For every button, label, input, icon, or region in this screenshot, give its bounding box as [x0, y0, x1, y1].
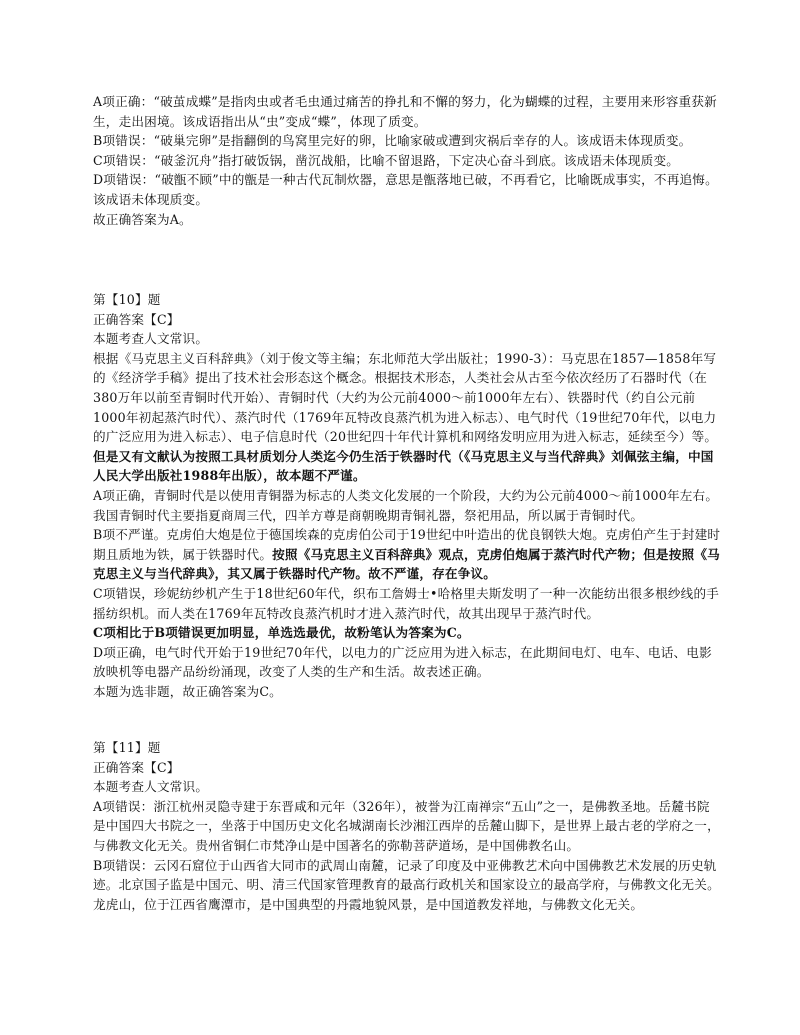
- conclusion: 本题为选非题，故正确答案为C。: [93, 683, 282, 699]
- option-c-explanation: C项错误：“破釜沉舟”指打破饭锅，凿沉战船，比喻不留退路，下定决心奋斗到底。该成语未体现质变。: [93, 152, 680, 168]
- question-heading: 第【10】题: [93, 292, 161, 307]
- option-b-bold: 按照《马克思主义百科辞典》观点，克虏伯炮属于蒸汽时代产物；但是按照《马克思主义与当代辞典》，其又属于铁器时代产物。故不严谨，存在争议。: [93, 546, 720, 582]
- conclusion: 故正确答案为A。: [93, 211, 192, 227]
- option-c-bold: C项相比于B项错误更加明显，单选选最优，故粉笔认为答案为C。: [93, 625, 470, 641]
- option-b-explanation: [93, 525, 721, 584]
- option-a-explanation: A项错误：浙江杭州灵隐寺建于东晋咸和元年（326年），被誉为江南禅宗“五山”之一，是佛教圣地。岳麓书院是中国四大书院之一，坐落于中国历史文化名城湖南长沙湘江西岸的岳麓山脚下，是世界上最古老的学府之一，与佛教文化无关。贵州省铜仁市梵净山是中国著名的弥勒菩萨道场，是中国佛教名山。: [93, 798, 720, 853]
- option-d-explanation: D项错误：“破甑不顾”中的甑是一种古代瓦制炊器，意思是甑落地已破，不再看它，比喻既成事实，不再追悔。该成语未体现质变。: [93, 172, 718, 207]
- correct-answer: 正确答案【C】: [93, 311, 180, 327]
- topic-line: 本题考查人文常识。: [93, 331, 209, 347]
- question-11-section: [93, 738, 721, 914]
- option-d-explanation: D项正确，电气时代开始于19世纪70年代，以电力的广泛应用为进入标志，在此期间电灯、电车、电话、电影放映机等电器产品纷纷涌现，改变了人类的生产和生活。故表述正确。: [93, 644, 712, 680]
- option-b-explanation: B项错误：云冈石窟位于山西省大同市的武周山南麓，记录了印度及中亚佛教艺术向中国佛教艺术发展的历史轨迹。北京国子监是中国元、明、清三代国家管理教育的最高行政机关和国家设立的最高学府，与佛教文化无关。龙虎山，位于江西省鹰潭市，是中国典型的丹霞地貌风景，是中国道教发祥地，与佛教文化无关。: [93, 857, 720, 912]
- option-c-explanation: [93, 584, 721, 643]
- previous-question-explanation: [93, 92, 721, 229]
- topic-line: 本题考查人文常识。: [93, 779, 209, 795]
- option-c-text: C项错误，珍妮纺纱机产生于18世纪60年代，织布工詹姆士•哈格里夫斯发明了一种一次能纺出很多根纱线的手摇纺织机。而人类在1769年瓦特改良蒸汽机时才进入蒸汽时代，故其出现早于蒸汽时代。: [93, 585, 720, 621]
- option-b-explanation: B项错误：“破巢完卵”是指翻倒的鸟窝里完好的卵，比喻家破或遭到灾祸后幸存的人。该成语未体现质变。: [93, 133, 692, 149]
- option-b-text: B项不严谨。克虏伯大炮是位于德国埃森的克虏伯公司于19世纪中叶造出的优良钢铁大炮。克虏伯产生于封建时期且质地为铁，属于铁器时代。: [93, 527, 721, 562]
- reference-text: 根据《马克思主义百科辞典》（刘于俊文等主编；东北师范大学出版社；1990-3）：马克思在1857—1858年写的《经济学手稿》提出了技术社会形态这个概念。根据技术形态，人类社会从古至今依次经历了石器时代（在380万年以前至青铜时代开始）、青铜时代（大约为公元前4000～前1000年左右）、铁器时代（约自公元前1000年初起蒸汽时代）、蒸汽时代（1769年瓦特改良蒸汽机为进入标志）、电气时代（19世纪70年代，以电力的广泛应用为进入标志）、电子信息时代（20世纪四十年代计算机和网络发明应用为进入标志，延续至今）等。: [93, 350, 718, 445]
- option-a-explanation: A项正确：“破茧成蝶”是指肉虫或者毛虫通过痛苦的挣扎和不懈的努力，化为蝴蝶的过程，主要用来形容重获新生，走出困境。该成语指出从“虫”变成“蝶”，体现了质变。: [93, 94, 717, 129]
- reference-paragraph: [93, 349, 721, 486]
- question-heading: 第【11】题: [93, 740, 161, 755]
- question-10-section: [93, 290, 721, 701]
- correct-answer: 正确答案【C】: [93, 759, 180, 775]
- option-a-explanation: A项正确，青铜时代是以使用青铜器为标志的人类文化发展的一个阶段，大约为公元前4000～前1000年左右。我国青铜时代主要指夏商周三代，四羊方尊是商朝晚期青铜礼器，祭祀用品，所以属于青铜时代。: [93, 487, 719, 523]
- reference-note-bold: 但是又有文献认为按照工具材质划分人类迄今仍生活于铁器时代（《马克思主义与当代辞典》刘佩弦主编，中国人民大学出版社1988年出版），故本题不严谨。: [93, 448, 714, 484]
